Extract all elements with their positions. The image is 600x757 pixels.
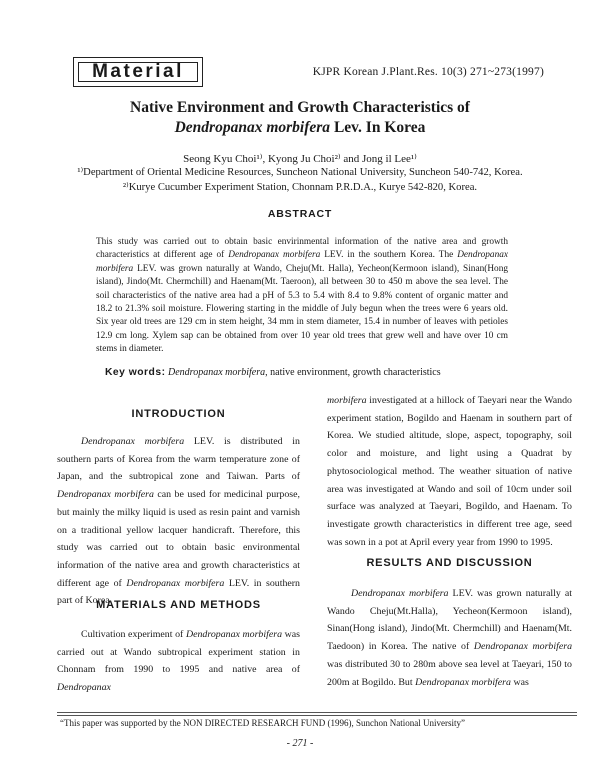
title-rest: Lev. In Korea [330, 119, 426, 136]
introduction-heading: INTRODUCTION [131, 408, 226, 420]
body-text: was [510, 676, 529, 688]
species-name: Dendropanax morbifera [228, 250, 321, 261]
paper-title-line-1: Native Environment and Growth Characteristics of [130, 99, 470, 116]
keywords-label: Key words: [105, 367, 166, 378]
results-paragraph [327, 585, 572, 691]
species-name: Dendropanax morbifera [415, 676, 511, 688]
author-list: Seong Kyu Choi¹⁾, Kyong Ju Choi²⁾ and Jong il Lee¹⁾ [183, 153, 417, 165]
species-name: Dendropanax morbifera [473, 641, 573, 653]
abstract-body [96, 236, 508, 357]
badge-label: Material [92, 61, 184, 82]
species-name: Dendropanax morbifera [96, 250, 508, 274]
species-name: Dendropanax morbifera [351, 588, 449, 599]
abstract-text: LEV. in the southern Korea. The [320, 250, 458, 261]
footnote-rule-top [57, 712, 577, 713]
species-name: morbifera [327, 395, 367, 406]
keywords-terms [168, 367, 441, 378]
funding-footnote: “This paper was supported by the NON DIRECTED RESEARCH FUND (1996), Sunchon National University” [60, 718, 465, 728]
species-name: Dendropanax [57, 682, 111, 694]
body-text: was distributed 30 to 280m above sea level at Taeyari, 150 to 200m at Bogildo. But [327, 658, 572, 688]
species-name: Dendropanax morbifera [126, 577, 225, 589]
abstract-text: This study was carried out to obtain basic envirinmental information of the native area and growth characteristics at different age of [96, 237, 508, 261]
body-text: LEV. in southern part of Korea. [57, 577, 300, 607]
methods-paragraph [57, 626, 300, 697]
title-species: Dendropanax morbifera [174, 119, 331, 136]
introduction-paragraph [57, 433, 300, 610]
methods-continued-paragraph [327, 392, 572, 551]
body-text: was carried out at Wando subtropical experiment station in Chonnam from 1990 to 1995 and native area of [57, 629, 300, 676]
species-name: Dendropanax morbifera [57, 489, 154, 501]
abstract-text: LEV. was grown naturally at Wando, Cheju(Mt. Halla), Yecheon(Kermoon island), Sinan(Hong island), Jindo(Mt. Chermchill) and Haenam(Mt. Taeroon), all between 30 to 450 m above the sea level. The soil characteristics of the native area had a pH of 5.3 to 5.4 with 8.4 to 9.8% content of organic matter and 18.2 to 21.3% soil moisture. Flowering starting in the middle of July begun when the trees were 6 years old. Six year old trees are 129 cm in stem height, 34 mm in stem diameter, 15.4 in number of leaves with petioles 12.9 cm long. Xylem sap can be obtained from over 10 year old trees that grew well and have over 10 cm stems in diameter. [96, 263, 508, 355]
article-type-badge [73, 57, 203, 87]
page-number: - 271 - [286, 738, 314, 749]
keywords [105, 367, 441, 378]
badge-inner-frame [78, 62, 198, 82]
methods-heading: MATERIALS AND METHODS [96, 599, 261, 611]
body-text: LEV. was grown naturally at Wando Cheju(Mt.Halla), Yecheon(Kermoon island), Sinan(Hong island), Jindo(Mt. Chermchill) and Haenam(Mt. Taedoon) in Korea. The native of [327, 588, 572, 653]
keyword-species: Dendropanax morbifera [168, 367, 266, 378]
species-name: Dendropanax morbifera [185, 629, 283, 640]
paper-title-line-2 [0, 119, 600, 137]
affiliation-2: ²⁾Kurye Cucumber Experiment Station, Chonnam P.R.D.A., Kurye 542-820, Korea. [122, 182, 478, 193]
body-text: Cultivation experiment of [81, 629, 186, 640]
abstract-heading: ABSTRACT [267, 208, 333, 220]
results-heading: RESULTS AND DISCUSSION [366, 557, 533, 569]
footnote-rule-bottom [57, 715, 577, 716]
species-name: Dendropanax morbifera [81, 436, 185, 447]
journal-reference: KJPR Korean J.Plant.Res. 10(3) 271~273(1997) [312, 66, 544, 78]
affiliation-1: ¹⁾Department of Oriental Medicine Resources, Suncheon National University, Suncheon 540-742, Korea. [77, 167, 523, 178]
body-text: investigated at a hillock of Taeyari near the Wando experiment station, Bogildo and Haenam in southern part of Korea. We studied altitude, slope, aspect, topography, soil color and moisture, and light using a Quadrat by phytosociological method. The weather situation of native area was investigated at Wando and soil of 10cm under soil surface was analyzed at Taeyari, Bogildo, and Haenam. To investigate growth characteristics in different tree age, seed was sown in a pot at April every year from 1990 to 1995. [327, 395, 572, 548]
keyword-rest: , native environment, growth characteristics [265, 367, 441, 378]
body-text: can be used for medicinal purpose, but mainly the milky liquid is used as resin paint and varnish on a traditional yellow lacquer handicraft. Therefore, this study was carried out to obtain basic environmental information of the native area and growth characteristics at different age of [57, 489, 301, 589]
body-text: LEV. is distributed in southern parts of Korea from the warm temperature zone of Japan, and the subtropical zone and Taiwan. Parts of [57, 436, 300, 483]
